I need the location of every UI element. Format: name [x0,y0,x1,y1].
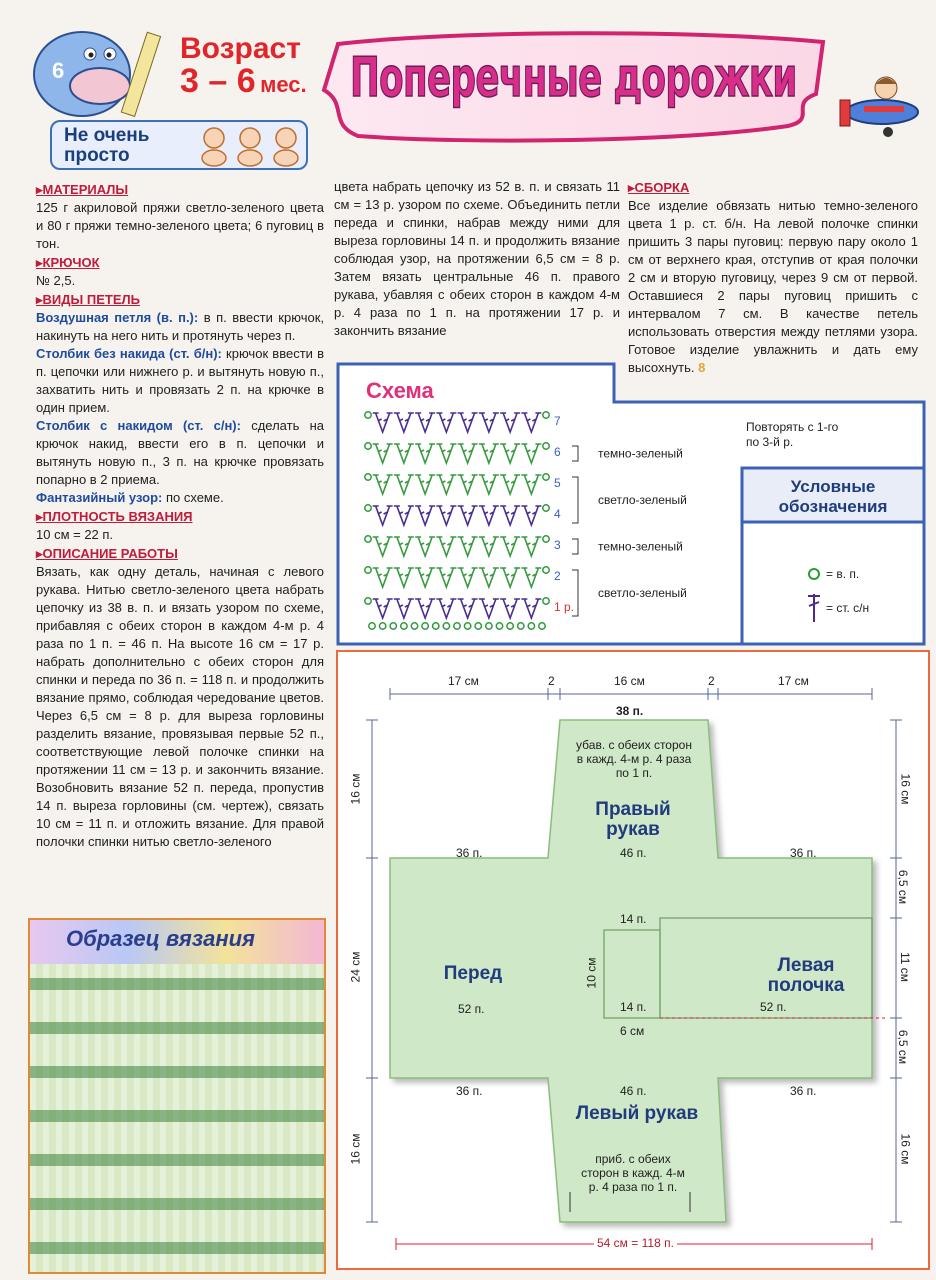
left-sleeve-label: Левый рукав [575,1103,699,1124]
row-number: 1 р. [554,600,575,614]
dim-right-5: 16 см [898,1133,913,1165]
hook-text: № 2,5. [36,273,76,288]
assembly-text: Все изделие обвязать нитью темно-зеленого цвета 1 р. ст. б/н. На левой полочке спинки пришить 3 пары пуговиц: первую пару около 1 см от верхнего края, отступив от края полочки 2 см и вторую пуговицу, через 9 см от первой. Оставшиеся 2 пары пуговиц пришить с интервалом 7 см. В качестве петель использовать отверстия между петлями узора. Готовое изделие увлажнить и дать ему высохнуть. [628,198,918,375]
count-46-bottom: 46 п. [620,1084,647,1098]
pattern-draft [336,650,930,1270]
dim-left-top: 16 см [348,773,363,805]
chain-term: Воздушная петля (в. п.): [36,310,199,325]
legend-dc: = ст. с/н [826,601,870,615]
count-36-top-right: 36 п. [790,846,817,860]
fancy-paragraph [36,489,324,507]
count-52-panel: 52 п. [760,1000,787,1014]
count-14-top: 14 п. [620,912,647,926]
count-36-bottom-right: 36 п. [790,1084,817,1098]
color-label: светло-зеленый [598,493,687,507]
legend-title-line2: обозначения [778,497,888,516]
legend-title-line1: Условные [790,477,876,496]
sample-photo [30,964,324,1274]
row-number: 6 [554,445,561,459]
hook-heading: ▸ КРЮЧОК [36,254,324,272]
sleeve-top-note: убав. с обеих сторон в кажд. 4-м р. 4 раза по 1 п. [576,738,692,780]
repeat-note-line1: Повторять с 1-го [746,420,839,434]
crochet-scheme [336,362,926,646]
hippo-logo [30,26,166,122]
dim-top-gap-right: 2 [708,674,715,688]
row-number: 3 [554,538,561,552]
color-label: темно-зеленый [598,539,683,554]
assembly-paragraph [628,197,918,377]
fancy-text: по схеме. [162,490,224,505]
materials-text: 125 г акриловой пряжи светло-зеленого цвета и 80 г пряжи темно-зеленого цвета; 6 пуговиц в тон. [36,200,324,251]
dim-top-gap-left: 2 [548,674,555,688]
count-36-top-left: 36 п. [456,846,483,860]
page-number: 6 [52,58,65,83]
count-36-bottom-left: 36 п. [456,1084,483,1098]
age-label [180,34,330,98]
work-text: Вязать, как одну деталь, начиная с левого рукава. Нитью светло-зеленого цвета набрать цепочку из 38 в. п. и вязать узором по схеме, прибавляя с обеих сторон в каждом 4-м р. 4 раза по 1 п. = 46 п. На высоте 16 см = 17 р. набрать дополнительно с обеих сторон для спинки и переда по 36 п. = 118 п. и продолжить вязание прямо, соблюдая чередование цветов. Через 6,5 см = 8 р. для выреза горловины разделить вязание, провязывая первые 52 п., соответствующие левой полочке спинки на протяжении 11 см = 13 р. и закончить вязание. Возобновить вязание 52 п. переда, пропустив 14 п. выреза горловины (см. чертеж), связать 10 см = 11 п. и отложить вязание. Для правой полочки спинки нитью светло-зеленого [36,564,324,849]
row-number: 7 [554,414,561,428]
difficulty-line2: просто [64,145,130,166]
front-label: Перед [443,963,503,984]
sc-term: Столбик без накида (ст. б/н): [36,346,222,361]
sleeve-top-count: 38 п. [616,704,644,718]
neck-height: 10 см [584,957,599,989]
dim-right-3: 11 см [898,951,913,983]
age-range: 3 – 6 [180,62,256,100]
dim-right-2: 6,5 см [896,869,911,905]
dim-right-1: 16 см [898,773,913,805]
color-label: темно-зеленый [598,446,683,461]
sc-paragraph [36,345,324,417]
dim-left-mid: 24 см [348,951,363,983]
airplane-icon [834,62,930,146]
left-panel-label: Левая полочка [767,955,845,996]
assembly-heading: ▸ СБОРКА [628,179,918,197]
dim-top-center: 16 см [614,674,645,688]
count-14-bottom: 14 п. [620,1000,647,1014]
dim-top-right: 17 см [778,674,809,688]
chain-text: в п. ввести крючок, накинуть на него нить и протянуть через п. [36,310,324,343]
col2-text: цвета набрать цепочку из 52 в. п. и связать 11 см = 13 р. узором по схеме. Объединить петли переда и спинки, набрав между ними для выреза горловины 14 п. и продолжить вязание соблюдая узор, на протяжении 6,5 см = 8 р. Затем вязать центральные 46 п. правого рукава, убавляя с обеих сторон в каждом 4-м р. 4 раза по 1 п. на протяжении 17 р. и закончить вязание [334,179,620,338]
instructions-column-1 [36,180,324,851]
neck-width: 6 см [620,1024,645,1038]
legend-chain: = в. п. [826,567,860,581]
scheme-title: Схема [366,378,434,403]
knitting-sample [28,918,326,1274]
loops-heading: ▸ ВИДЫ ПЕТЕЛЬ [36,291,324,309]
count-46-top: 46 п. [620,846,647,860]
sample-title: Образец вязания [66,926,255,951]
fancy-term: Фантазийный узор: [36,490,163,505]
dc-text: сделать на крючок накид, ввести его в п. цепочки и вытянуть новую п., 3 п. на крючке провязать попарно в 2 приема. [36,418,324,487]
density-text: 10 см = 22 п. [36,527,114,542]
sleeve-bottom-note: приб. с обеих сторон в кажд. 4-м р. 4 раза по 1 п. [581,1152,685,1194]
page-title: Поперечные дорожки [350,46,797,109]
dc-paragraph [36,417,324,489]
density-heading: ▸ ПЛОТНОСТЬ ВЯЗАНИЯ [36,508,324,526]
age-unit: мес. [260,72,307,97]
row-number: 5 [554,476,561,490]
color-label: светло-зеленый [598,586,687,600]
right-sleeve-label: Правый рукав [595,799,671,840]
dc-term: Столбик с накидом (ст. с/н): [36,418,241,433]
instructions-column-3 [628,178,918,377]
chain-stitch-paragraph [36,309,324,345]
work-heading: ▸ ОПИСАНИЕ РАБОТЫ [36,545,324,563]
end-mark: 8 [698,360,706,375]
row-number: 4 [554,507,561,521]
dim-left-bottom: 16 см [348,1133,363,1165]
dim-right-4: 6,5 см [896,1029,911,1065]
dim-top-left: 17 см [448,674,479,688]
sc-text: крючок ввести в п. цепочки или нижнего р. и вытянуть новую п., захватить нить и провязать 2 п. на крючке в один прием. [36,346,325,415]
materials-heading: ▸ МАТЕРИАЛЫ [36,181,324,199]
sample-title-bar [30,920,324,964]
babies-icon [196,124,306,168]
difficulty-line1: Не очень [64,125,150,146]
age-word: Возраст [180,32,301,65]
instructions-column-2 [334,178,620,340]
row-number: 2 [554,569,561,583]
dim-bottom: 54 см = 118 п. [594,1236,677,1250]
repeat-note-line2: по 3-й р. [746,435,794,449]
count-52-front: 52 п. [458,1002,485,1016]
